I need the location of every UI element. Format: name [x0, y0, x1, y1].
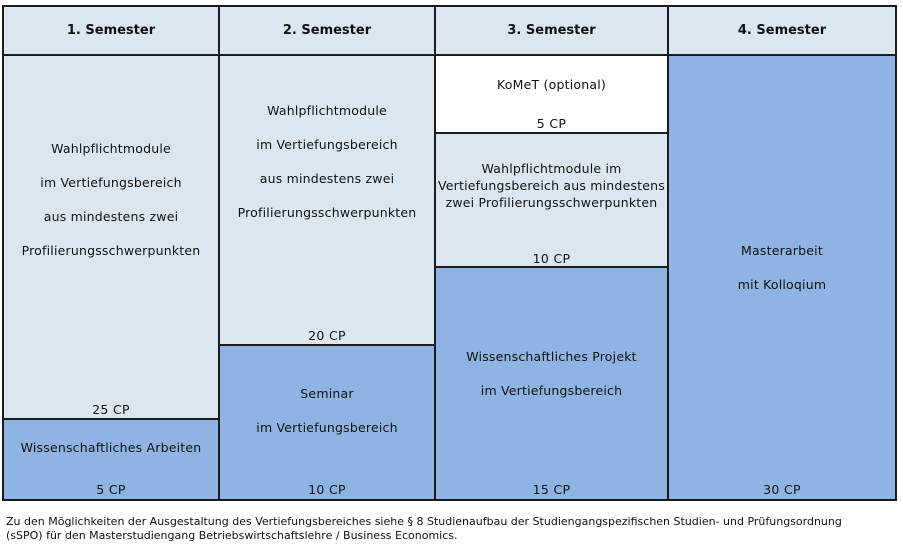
header-semester-3: [434, 5, 669, 56]
s1-wahlpflichtmodule-text: [4, 140, 218, 276]
s2-seminar-box: [218, 344, 436, 501]
header-semester-1: [2, 5, 220, 56]
text-line: aus mindestens zwei: [259, 171, 395, 186]
footnote: [6, 515, 901, 543]
footnote-line-1: Zu den Möglichkeiten der Ausgestaltung des Vertiefungsbereiches siehe § 8 Studienaufbau der Studiengangspezifischen Studien- und Prüfungsordnung: [6, 515, 842, 528]
s3-komet-text: KoMeT (optional): [497, 77, 606, 92]
text-line: Masterarbeit: [741, 243, 823, 258]
s4-masterarbeit-text: [669, 242, 895, 310]
s3-projekt-box: [434, 266, 669, 501]
text-line: Wahlpflichtmodule im: [481, 161, 622, 176]
s1-wahlpflichtmodule-cp: 25 CP: [92, 402, 130, 417]
s3-komet-box: [434, 54, 669, 134]
text-line: aus mindestens zwei: [43, 209, 179, 224]
s4-masterarbeit-box: [667, 54, 897, 501]
semester-1-label: 1. Semester: [66, 23, 156, 38]
footnote-line-2: (sSPO) für den Masterstudiengang Betriebswirtschaftslehre / Business Economics.: [6, 529, 458, 542]
text-line: Wahlpflichtmodule: [267, 103, 387, 118]
text-line: Wissenschaftliches Projekt: [466, 349, 637, 364]
text-line: Vertiefungsbereich aus mindestens: [438, 178, 665, 193]
header-semester-2: [218, 5, 436, 56]
s1-wahlpflichtmodule-box: [2, 54, 220, 420]
header-semester-4: [667, 5, 897, 56]
text-line: im Vertiefungsbereich: [480, 383, 623, 398]
s2-wahlpflichtmodule-cp: 20 CP: [308, 328, 346, 343]
s2-seminar-text: [220, 385, 434, 453]
text-line: Profilierungsschwerpunkten: [21, 243, 201, 258]
s2-wahlpflichtmodule-text: [220, 102, 434, 238]
text-line: im Vertiefungsbereich: [256, 137, 398, 152]
s4-masterarbeit-cp: 30 CP: [763, 482, 801, 497]
s3-projekt-cp: 15 CP: [532, 482, 571, 497]
s3-wahlpflichtmodule-cp: 10 CP: [532, 251, 571, 266]
text-line: im Vertiefungsbereich: [40, 175, 182, 190]
text-line: Wahlpflichtmodule: [51, 141, 171, 156]
s3-wahlpflichtmodule-box: [434, 132, 669, 268]
s1-wissenschaftliches-arbeiten-cp: 5 CP: [96, 482, 126, 497]
semester-3-label: 3. Semester: [507, 23, 596, 38]
text-line: Seminar: [300, 386, 354, 401]
s2-wahlpflichtmodule-box: [218, 54, 436, 346]
semester-4-label: 4. Semester: [737, 23, 827, 38]
s3-projekt-text: [436, 348, 667, 416]
text-line: mit Kolloqium: [737, 277, 827, 292]
semester-2-label: 2. Semester: [282, 23, 372, 38]
s1-wissenschaftliches-arbeiten-box: [2, 418, 220, 501]
s2-seminar-cp: 10 CP: [308, 482, 346, 497]
s1-wissenschaftliches-arbeiten-text: Wissenschaftliches Arbeiten: [20, 440, 202, 455]
s3-wahlpflichtmodule-text: [436, 160, 667, 211]
text-line: zwei Profilierungsschwerpunkten: [445, 195, 658, 210]
text-line: Profilierungsschwerpunkten: [237, 205, 417, 220]
text-line: im Vertiefungsbereich: [256, 420, 398, 435]
s3-komet-cp: 5 CP: [536, 116, 567, 131]
